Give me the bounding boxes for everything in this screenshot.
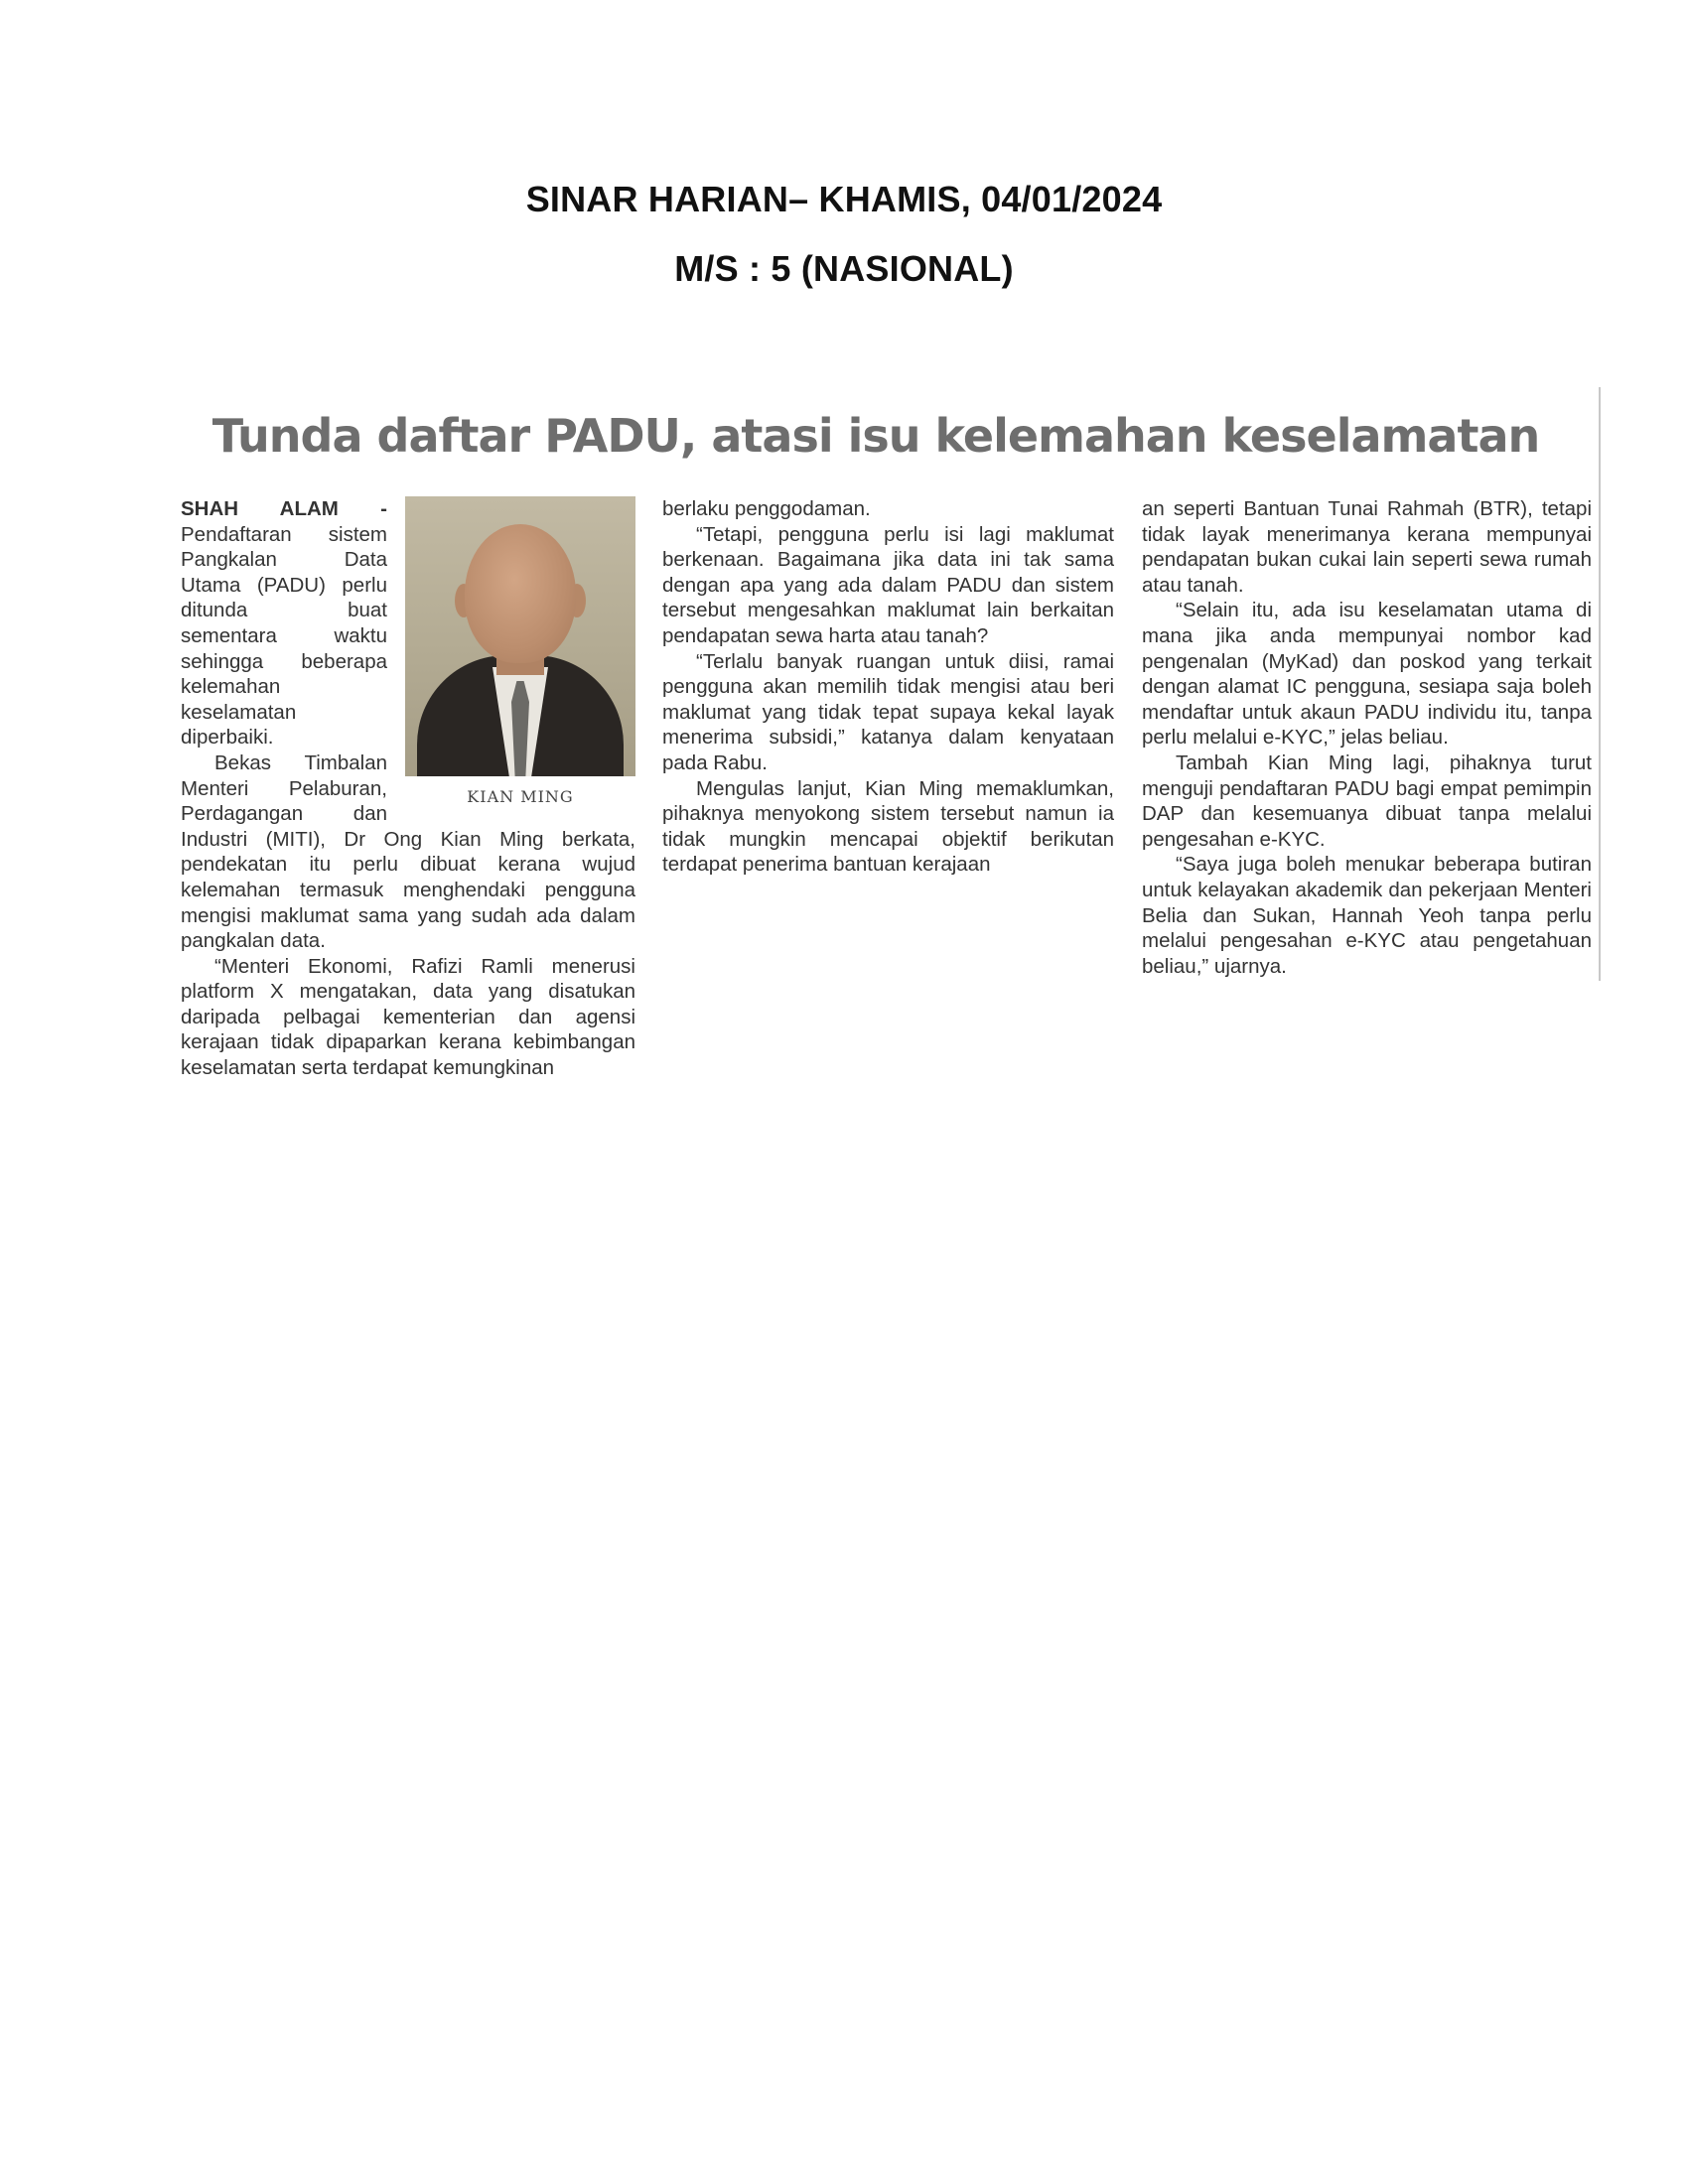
- dateline: SHAH ALAM -: [181, 497, 387, 520]
- article-headline: Tunda daftar PADU, atasi isu kelemahan keselamatan: [211, 409, 1540, 463]
- paragraph: Bekas Timbalan Menteri Pelaburan, Perdagangan dan Industri (MITI), Dr Ong Kian Ming berkata, pendekatan itu perlu dibuat kerana wujud kelemahan termasuk menghendaki pengguna mengisi maklumat sama yang sudah ada dalam pangkalan data.: [181, 751, 635, 953]
- masthead-page-line: M/S : 5 (NASIONAL): [674, 248, 1014, 289]
- news-clipping: [181, 387, 1605, 1080]
- column-rule: [1599, 387, 1601, 981]
- paragraph: an seperti Bantuan Tunai Rahmah (BTR), tetapi tidak layak menerimanya kerana mempunyai pendapatan bukan cukai lain seperti sewa rumah atau tanah.: [1142, 497, 1592, 597]
- paragraph: Tambah Kian Ming lagi, pihaknya turut menguji pendaftaran PADU bagi empat pemimpin DAP dan kesemuanya dibuat tanpa melalui pengesahan e-KYC.: [1142, 751, 1592, 851]
- paragraph: “Terlalu banyak ruangan untuk diisi, ramai pengguna akan memilih tidak mengisi atau beri maklumat yang tidak tepat supaya kekal layak menerima subsidi,” katanya dalam kenyataan pada Rabu.: [662, 649, 1114, 774]
- paragraph: Mengulas lanjut, Kian Ming memaklumkan, pihaknya menyokong sistem tersebut namun ia tidak mungkin mencapai objektif berikutan terdapat penerima bantuan kerajaan: [662, 776, 1114, 877]
- article-column-1: [181, 496, 635, 1081]
- portrait-photo: [405, 496, 635, 776]
- paragraph: “Selain itu, ada isu keselamatan utama di mana jika anda mempunyai nombor kad pengenalan (MyKad) dan poskod yang terkait dengan alamat IC pengguna, sesiapa saja boleh mendaftar untuk akaun PADU individu itu, tanpa perlu melalui e-KYC,” jelas beliau.: [1142, 599, 1592, 750]
- paragraph: “Saya juga boleh menukar beberapa butiran untuk kelayakan akademik dan pekerjaan Menteri Belia dan Sukan, Hannah Yeoh tanpa perlu melalui pengesahan e-KYC atau pengetahuan beliau,” ujarnya.: [1142, 853, 1592, 978]
- paragraph: “Tetapi, pengguna perlu isi lagi maklumat berkenaan. Bagaimana jika data ini tak sama dengan apa yang ada dalam PADU dan sistem tersebut mengesahkan maklumat lain berkaitan pendapatan sewa harta atau tanah?: [662, 522, 1114, 647]
- paragraph: “Menteri Ekonomi, Rafizi Ramli menerusi platform X mengatakan, data yang disatukan daripada pelbagai kementerian dan agensi kerajaan tidak dipaparkan kerana kebimbangan keselamatan serta terdapat kemungkinan: [181, 954, 635, 1080]
- photo-figure: [405, 496, 635, 804]
- photo-caption: KIAN MING: [467, 787, 574, 806]
- article-column-2: [662, 496, 1114, 878]
- article-column-3: [1142, 496, 1592, 979]
- paragraph-text: Pendaftaran sistem Pangkalan Data Utama (PADU) perlu ditunda buat sementara waktu sehingga beberapa kelemahan keselamatan diperbaiki.: [181, 522, 387, 750]
- paragraph: berlaku penggodaman.: [662, 497, 871, 520]
- masthead-date-line: SINAR HARIAN– KHAMIS, 04/01/2024: [525, 179, 1163, 219]
